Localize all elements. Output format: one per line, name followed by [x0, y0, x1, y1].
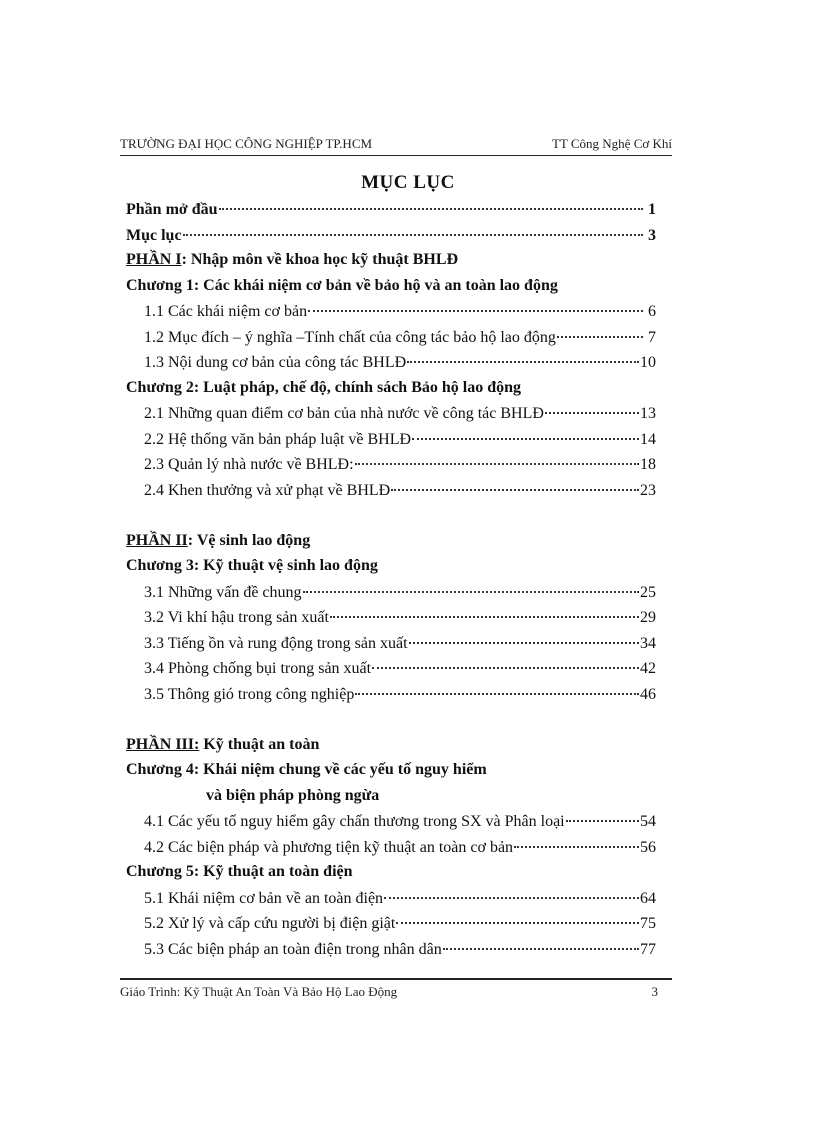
toc-page: 42: [640, 660, 656, 677]
toc-label: 2.3 Quản lý nhà nước về BHLĐ:: [144, 456, 354, 473]
footer-page-number: 3: [651, 984, 658, 999]
spacer: [126, 502, 656, 528]
chapter-heading-2: Chương 2: Luật pháp, chế độ, chính sách Bảo hộ lao động: [126, 378, 522, 396]
toc-entry[interactable]: [126, 681, 656, 707]
part-heading-2: [126, 528, 656, 554]
toc-page: 56: [640, 838, 656, 856]
toc-label: 4.2 Các biện pháp và phương tiện kỹ thuật an toàn cơ bản: [144, 838, 514, 856]
toc-page: 18: [640, 456, 656, 473]
toc-label: 3.5 Thông gió trong công nghiệp: [144, 685, 355, 703]
toc-label: 2.2 Hệ thống văn bản pháp luật về BHLĐ: [144, 430, 412, 448]
page-footer: [120, 978, 672, 1000]
dot-leader: [303, 575, 639, 593]
toc-page: 23: [640, 481, 656, 499]
toc-label: 3.4 Phòng chống bụi trong sản xuất: [144, 660, 372, 677]
part-heading-1: [126, 247, 656, 273]
toc-page: 6: [648, 303, 656, 320]
dot-leader: [372, 651, 639, 669]
toc-page: 10: [640, 354, 656, 371]
dot-leader: [412, 422, 639, 440]
toc-page: 46: [640, 685, 656, 703]
toc-entry[interactable]: [126, 349, 656, 375]
chapter-heading-3: Chương 3: Kỹ thuật vệ sinh lao động: [126, 557, 378, 574]
toc-page: 54: [640, 813, 656, 830]
dot-leader: [330, 600, 639, 618]
table-of-contents: [126, 196, 656, 961]
dot-leader: [443, 932, 639, 950]
toc-label: 5.3 Các biện pháp an toàn điện trong nhân dân: [144, 940, 442, 958]
toc-label: 3.2 Vi khí hậu trong sản xuất: [144, 609, 329, 626]
dot-leader: [407, 345, 639, 363]
toc-entry[interactable]: [126, 834, 656, 860]
toc-label: 3.1 Những vấn đề chung: [144, 583, 302, 601]
dot-leader: [183, 218, 643, 236]
toc-label: 5.2 Xử lý và cấp cứu người bị điện giật: [144, 915, 396, 932]
page-header: [120, 136, 672, 156]
chapter-heading-4-line2: và biện pháp phòng ngừa: [206, 786, 380, 804]
toc-page: 7: [648, 328, 656, 346]
dot-leader: [566, 804, 639, 822]
dot-leader: [355, 447, 639, 465]
chapter-heading-5: Chương 5: Kỹ thuật an toàn điện: [126, 863, 353, 880]
part-heading-3: [126, 732, 656, 758]
header-department: TT Công Nghệ Cơ Khí: [551, 136, 672, 151]
dot-leader: [514, 830, 639, 848]
part-prefix: PHẦN III:: [126, 735, 200, 753]
spacer: [126, 706, 656, 732]
part-title: : Nhập môn về khoa học kỹ thuật BHLĐ: [181, 251, 459, 268]
toc-page: 34: [640, 634, 656, 652]
toc-page: 3: [648, 226, 656, 244]
toc-entry[interactable]: [126, 477, 656, 503]
toc-label: 5.1 Khái niệm cơ bản về an toàn điện: [144, 889, 384, 907]
toc-entry-contents[interactable]: [126, 222, 656, 248]
toc-label: 2.1 Những quan điểm cơ bản của nhà nước về công tác BHLĐ: [144, 405, 544, 422]
toc-label: Phần mở đầu: [126, 201, 218, 218]
toc-label: Mục lục: [126, 226, 182, 244]
dot-leader: [219, 192, 643, 210]
chapter-heading-4: Chương 4: Khái niệm chung về các yếu tố nguy hiểm: [126, 761, 487, 778]
dot-leader: [391, 473, 639, 491]
dot-leader: [355, 677, 639, 695]
toc-entry[interactable]: [126, 936, 656, 962]
chapter-heading-1: Chương 1: Các khái niệm cơ bản về bảo hộ và an toàn lao động: [126, 276, 558, 294]
toc-page: 64: [640, 889, 656, 907]
part-title: Kỹ thuật an toàn: [199, 735, 320, 753]
page-title: MỤC LỤC: [361, 172, 455, 193]
toc-label: 2.4 Khen thưởng và xử phạt về BHLĐ: [144, 481, 391, 499]
header-school: TRƯỜNG ĐẠI HỌC CÔNG NGHIỆP TP.HCM: [120, 136, 373, 151]
toc-label: 1.2 Mục đích – ý nghĩa –Tính chất của công tác bảo hộ lao động: [144, 328, 556, 346]
dot-leader: [384, 881, 639, 899]
toc-page: 25: [640, 583, 656, 601]
toc-page: 13: [640, 405, 656, 422]
toc-label: 4.1 Các yếu tố nguy hiểm gây chấn thương trong SX và Phân loại: [144, 813, 565, 830]
toc-label: 1.3 Nội dung cơ bản của công tác BHLĐ: [144, 354, 407, 371]
dot-leader: [557, 320, 643, 338]
toc-label: 3.3 Tiếng ồn và rung động trong sản xuất: [144, 634, 408, 652]
toc-page: 75: [640, 915, 656, 932]
toc-page: 29: [640, 609, 656, 626]
toc-page: 77: [640, 940, 656, 958]
part-title: : Vệ sinh lao động: [187, 531, 311, 549]
toc-page: 14: [640, 430, 656, 448]
toc-label: 1.1 Các khái niệm cơ bản: [144, 303, 308, 320]
part-prefix: PHẦN I: [126, 251, 182, 268]
dot-leader: [308, 294, 643, 312]
part-prefix: PHẦN II: [126, 531, 188, 549]
dot-leader: [396, 906, 639, 924]
footer-book-title: Giáo Trình: Kỹ Thuật An Toàn Và Bảo Hộ Lao Động: [120, 984, 398, 999]
dot-leader: [545, 396, 639, 414]
dot-leader: [409, 626, 639, 644]
toc-page: 1: [648, 201, 656, 218]
